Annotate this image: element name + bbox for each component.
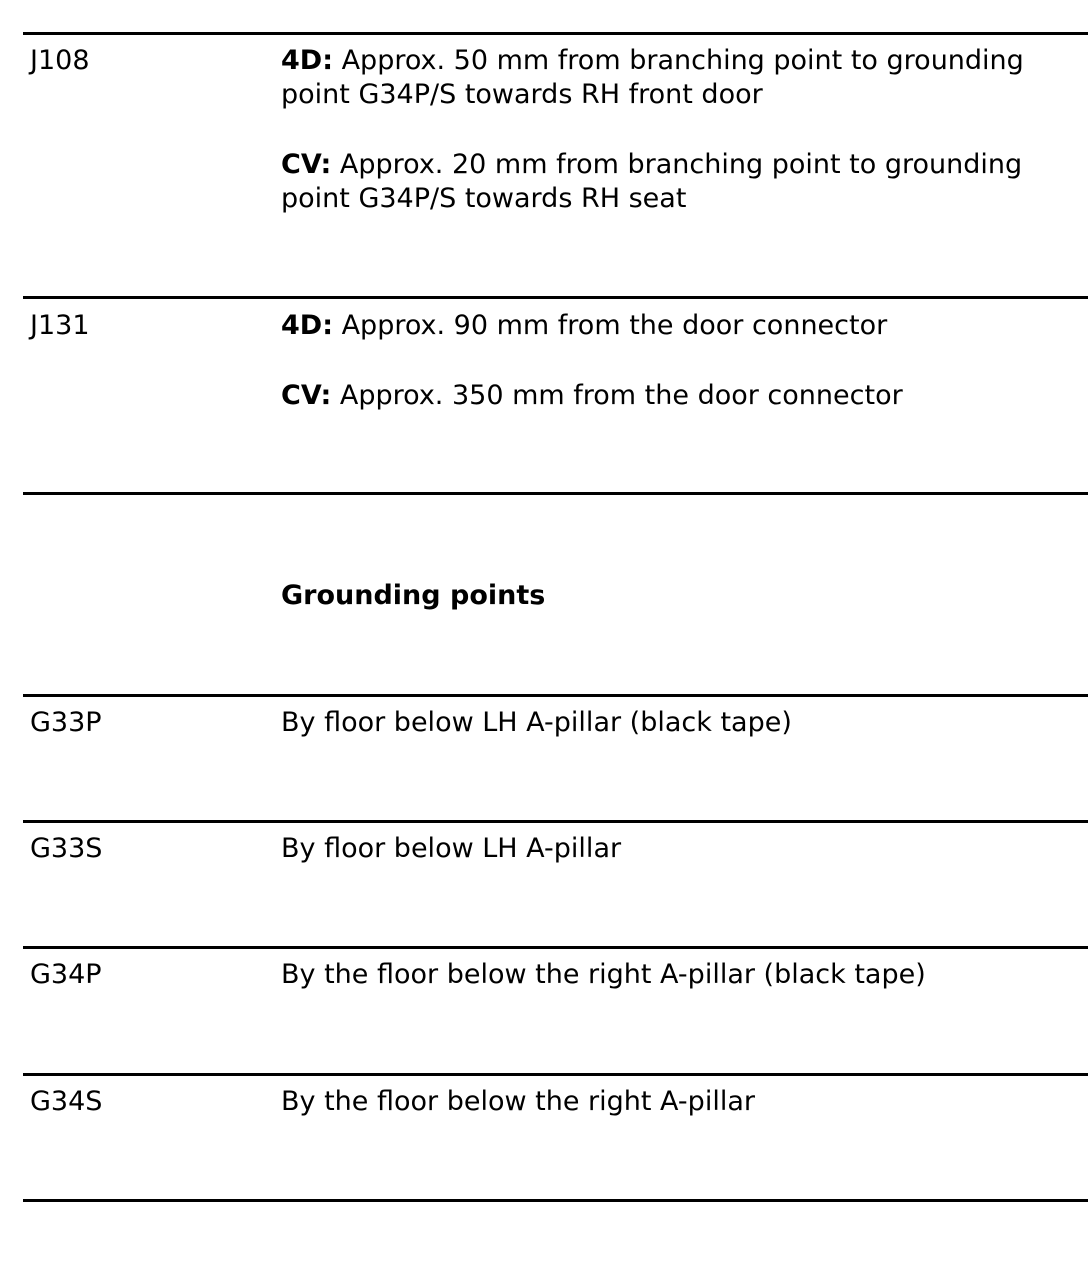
table-divider — [23, 492, 1088, 495]
variant-entry — [281, 148, 1071, 216]
variant-entry — [281, 44, 1071, 112]
connector-code: J108 — [30, 45, 90, 76]
connector-description — [281, 309, 1071, 413]
table-divider — [23, 1073, 1088, 1076]
table-divider — [23, 32, 1088, 35]
grounding-description: By the floor below the right A-pillar (black tape) — [281, 959, 926, 990]
variant-text: Approx. 350 mm from the door connector — [331, 380, 903, 411]
variant-tag: CV: — [281, 149, 332, 180]
grounding-code: G33S — [30, 833, 103, 864]
grounding-description: By floor below LH A-pillar — [281, 833, 622, 864]
variant-tag: 4D: — [281, 310, 333, 341]
section-heading: Grounding points — [281, 580, 546, 611]
grounding-code: G34S — [30, 1086, 103, 1117]
connector-code: J131 — [30, 310, 90, 341]
table-divider — [23, 694, 1088, 697]
variant-tag: 4D: — [281, 45, 333, 76]
variant-tag: CV: — [281, 380, 332, 411]
table-divider — [23, 946, 1088, 949]
table-divider — [23, 820, 1088, 823]
grounding-description: By the floor below the right A-pillar — [281, 1086, 755, 1117]
table-divider — [23, 1199, 1088, 1202]
grounding-code: G34P — [30, 959, 102, 990]
connector-description — [281, 44, 1071, 216]
grounding-code: G33P — [30, 707, 102, 738]
variant-text: Approx. 50 mm from branching point to grounding point G34P/S towards RH front door — [281, 45, 1024, 110]
variant-entry — [281, 379, 1071, 413]
grounding-description: By floor below LH A-pillar (black tape) — [281, 707, 792, 738]
table-divider — [23, 296, 1088, 299]
variant-text: Approx. 20 mm from branching point to grounding point G34P/S towards RH seat — [281, 149, 1023, 214]
variant-entry — [281, 309, 1071, 343]
variant-text: Approx. 90 mm from the door connector — [333, 310, 888, 341]
